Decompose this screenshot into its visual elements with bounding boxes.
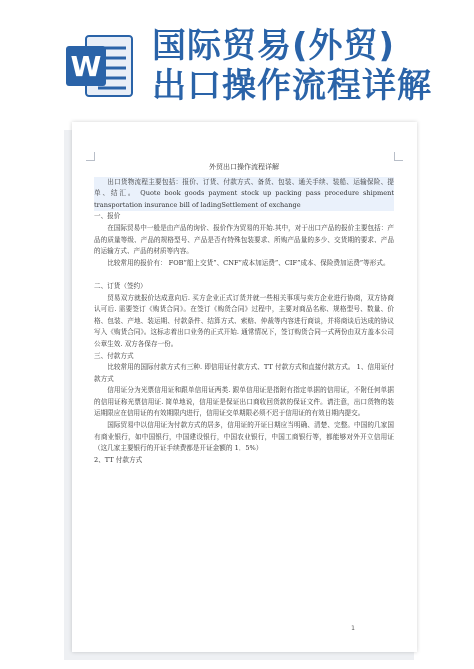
- banner-title-line2: 出口操作流程详解: [152, 66, 432, 106]
- page-corner-mark: [86, 152, 95, 161]
- banner-title: [152, 26, 432, 106]
- section-heading: 二、订货（签约）: [94, 281, 147, 290]
- paragraph: 比较常用的报价有： FOB”船上交货”、CNF”成本加运费”、CIF”成本、保险费加运费”等形式。: [107, 258, 390, 267]
- document-body: [94, 162, 394, 466]
- paragraph: 比较常用的国际付款方式有三种. 即信用证付款方式、TT 付款方式和直接付款方式。 1、信用证付款方式: [94, 363, 394, 383]
- section-heading: 一、报价: [94, 212, 121, 221]
- word-document-icon: [64, 34, 134, 98]
- paragraph: 国际贸易中以信用证为付款方式的居多，信用证的开证日期应当明确、清楚、完整。中国的几家国有商业银行，如中国银行，中国建设银行，中国农业银行，中国工商银行等，都能够对外开立信用证（这几家主要银行的开证手续费都是开证金额的 1．5%）: [94, 421, 394, 453]
- document-title: 外贸出口操作流程详解: [209, 163, 279, 171]
- page-number: 1: [351, 625, 355, 632]
- spacer: [94, 269, 394, 281]
- section-heading: 三、付款方式: [94, 351, 134, 360]
- header-banner: [0, 0, 474, 118]
- page-corner-mark: [394, 152, 403, 161]
- paragraph: 在国际贸易中一般是由产品的询价、报价作为贸易的开始.其中，对于出口产品的报价主要包括：产品的质量等级、产品的规格型号、产品是否有特殊包装要求、所购产品量的多少、交货期的要求、产品的运输方式、产品的材质等内容。: [94, 223, 394, 256]
- word-icon-letter: W: [70, 50, 102, 83]
- paragraph: 信用证分为光票信用证和跟单信用证两类. 跟单信用证是指附有指定单据的信用证，不附任何单据的信用证称光票信用证. 简单地说，信用证是保证出口商收回货款的保证文件。请注意，出口货物的装运期限应在信用证的有效期限内进行，信用证交单期限必须不迟于信用证的有效日期内提交。: [94, 386, 394, 418]
- paragraph: 贸易双方就报价达成意向后. 买方企业正式订货并就一些相关事项与卖方企业进行协商，双方协商认可后. 需要签订《购货合同》。在签订《购货合同》过程中，主要对商品名称、规格型号、数量、价格、包装、产地、装运期、付款条件、结算方式、索赔、仲裁等内容进行商谈，并将商谈后达成的协议写入《购货合同》。这标志着出口业务的正式开始. 通常情况下，签订购货合同一式两份由双方盖本公司公章生效. 双方各保存一份。: [94, 293, 394, 348]
- document-page: [72, 122, 417, 652]
- intro-paragraph: 出口货物流程主要包括：报价、订货、付款方式、备货、包装、通关手续、装船、运输保险、提单、结汇。 Quote book goods payment stock up packing pass procedure shipment transportation insurance bill of ladingSettlement of exchange: [94, 177, 394, 212]
- subsection-heading: 2、TT 付款方式: [94, 455, 143, 464]
- banner-title-line1: 国际贸易(外贸): [152, 26, 396, 66]
